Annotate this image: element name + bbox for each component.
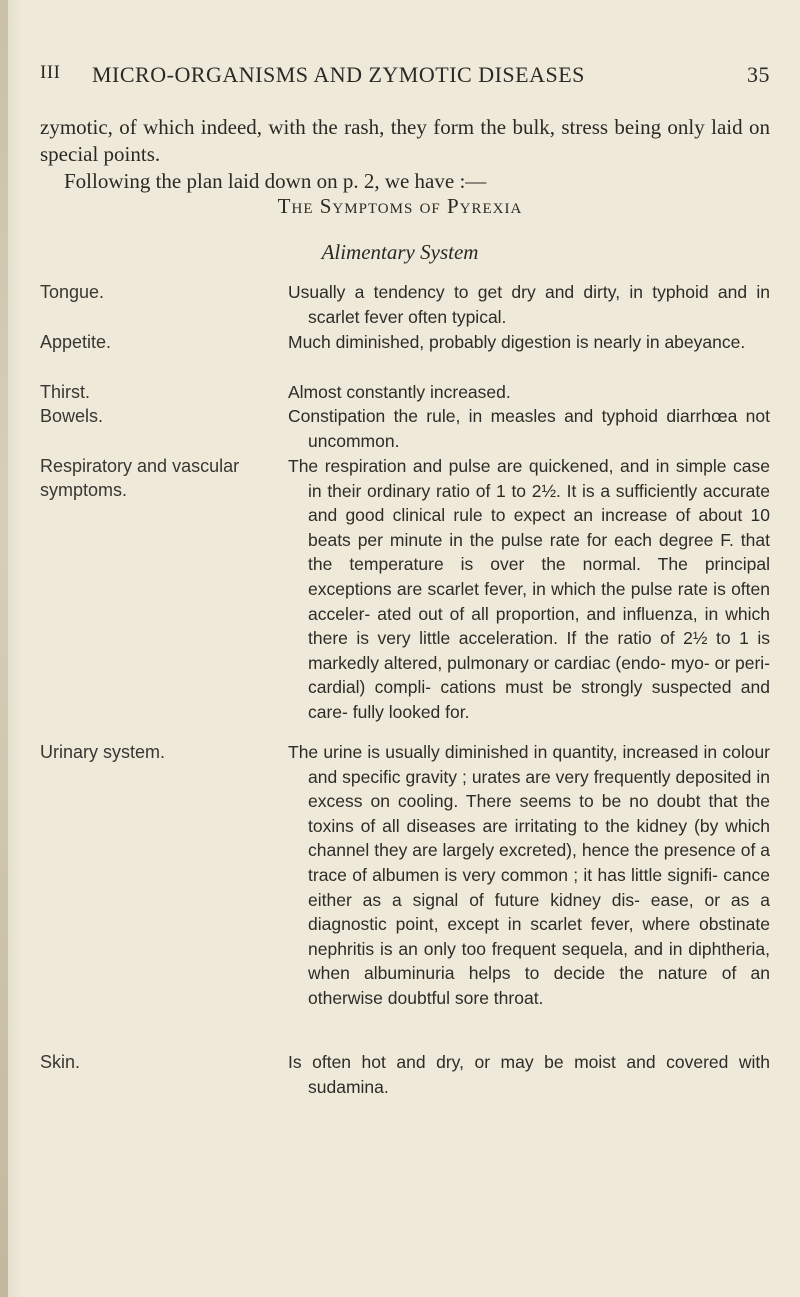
section-title: The Symptoms of Pyrexia [277,194,523,218]
intro-line-1: zymotic, of which indeed, with the rash, they form the bulk, stress being only laid on special points. [40,115,770,166]
running-title: MICRO-ORGANISMS AND ZYMOTIC DISEASES [92,62,585,87]
entry-text-appetite: Much diminished, probably digestion is nearly in abeyance. [288,332,746,352]
entry-description-skin [288,1050,770,1099]
entry-text-respiratory: The respiration and pulse are quickened, and in simple case in their ordinary ratio of 1 to 2½. It is a sufficiently accurate and good clinical rule to expect an increase of about 10 beats per minute in the pulse rate for each degree F. that the temperature is over the normal. The principal exceptions are scarlet fever, in which the pulse rate is often acceler- ated out of all proportion, and influenza, in which there is very little acceleration. If the ratio of 2½ to 1 is markedly altered, pulmonary or cardiac (endo- myo- or peri-cardial) compli- cations must be strongly suspected and care- fully looked for. [288,456,770,722]
entry-description-tongue [288,280,770,329]
entry-label-bowels: Bowels. [40,406,104,426]
running-header [40,62,770,92]
entry-description-appetite [288,330,770,355]
entry-description-respiratory [288,454,770,725]
entry-label-tongue: Tongue. [40,282,105,302]
entry-label-skin: Skin. [40,1052,81,1072]
entry-description-bowels [288,404,770,453]
entry-text-thirst: Almost constantly increased. [288,382,511,402]
entry-text-bowels: Constipation the rule, in measles and typhoid diarrhœa not uncommon. [288,406,770,451]
entry-text-tongue: Usually a tendency to get dry and dirty, in typhoid and in scarlet fever often typical. [288,282,770,327]
entry-text-skin: Is often hot and dry, or may be moist and covered with sudamina. [288,1052,770,1097]
entry-label-appetite: Appetite. [40,332,112,352]
entry-label-thirst: Thirst. [40,382,91,402]
intro-line-2: Following the plan laid down on p. 2, we have :— [64,169,487,193]
entry-text-urinary: The urine is usually diminished in quantity, increased in colour and specific gravity ; urates are very frequently deposited in excess on cooling. There seems to be no doubt that the toxins of all diseases are irritating to the kidney (by which channel they are largely excreted), hence the presence of a trace of albumen is very common ; it has little signifi- cance either as a signal of future kidney dis- ease, or as a diagnostic point, except in scarlet fever, where obstinate nephritis is an only too frequent sequela, and in diphtheria, when albuminuria helps to decide the nature of an otherwise doubtful sore throat. [288,742,770,1008]
entry-description-urinary [288,740,770,1011]
chapter-number: III [40,62,61,83]
entry-label-respiratory: Respiratory and vascular symptoms. [40,456,240,500]
intro-paragraph [40,114,770,195]
page-number: 35 [747,62,770,87]
subsection-title: Alimentary System [321,240,479,264]
entry-description-thirst [288,380,770,405]
entry-label-urinary: Urinary system. [40,742,166,762]
